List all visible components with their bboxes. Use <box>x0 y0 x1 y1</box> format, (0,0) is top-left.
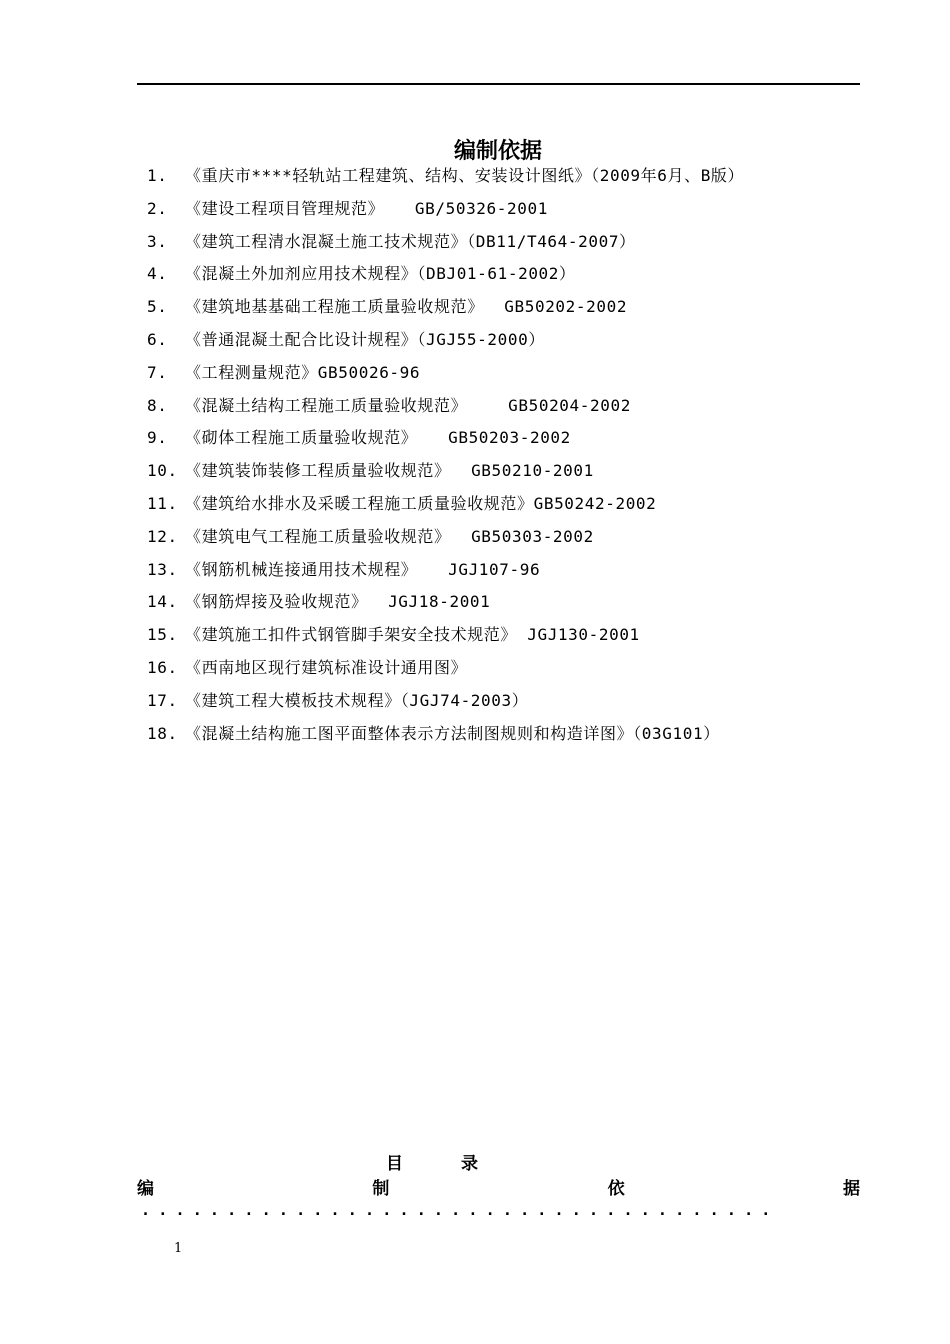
reference-text: 《工程测量规范》GB50026-96 <box>185 362 421 382</box>
reference-number: 18. <box>147 723 178 743</box>
reference-number: 11. <box>147 493 178 513</box>
reference-number: 4. <box>147 264 168 284</box>
reference-text: 《建筑装饰装修工程质量验收规范》 GB50210-2001 <box>185 461 594 481</box>
reference-item <box>147 258 907 291</box>
reference-text: 《钢筋焊接及验收规范》 JGJ18-2001 <box>185 592 491 612</box>
reference-text: 《建筑给水排水及采暖工程施工质量验收规范》GB50242-2002 <box>185 493 657 513</box>
header-rule <box>137 83 860 85</box>
reference-number: 5. <box>147 297 168 317</box>
page-number: 1 <box>174 1241 183 1256</box>
reference-text: 《普通混凝土配合比设计规程》（JGJ55-2000） <box>185 329 545 349</box>
reference-item <box>147 685 907 718</box>
reference-item <box>147 160 907 193</box>
reference-number: 12. <box>147 526 178 546</box>
reference-number: 17. <box>147 690 178 710</box>
document-title: 编制依据 <box>453 138 542 164</box>
reference-text: 《建筑施工扣件式钢管脚手架安全技术规范》 JGJ130-2001 <box>185 625 640 645</box>
reference-number: 8. <box>147 395 168 415</box>
reference-number: 16. <box>147 657 178 677</box>
reference-text: 《混凝土结构施工图平面整体表示方法制图规则和构造详图》（03G101） <box>185 723 720 743</box>
reference-text: 《建设工程项目管理规范》 GB/50326-2001 <box>185 198 548 218</box>
reference-list <box>147 160 907 750</box>
reference-number: 3. <box>147 231 168 251</box>
reference-number: 1. <box>147 166 168 185</box>
reference-text: 《重庆市****轻轨站工程建筑、结构、安装设计图纸》（2009年6月、B版） <box>185 166 745 185</box>
reference-number: 13. <box>147 559 178 579</box>
reference-item <box>147 357 907 390</box>
reference-number: 10. <box>147 461 178 481</box>
reference-text: 《建筑地基基础工程施工质量验收规范》 GB50202-2002 <box>185 297 628 317</box>
reference-text: 《混凝土结构工程施工质量验收规范》 GB50204-2002 <box>185 395 631 415</box>
reference-text: 《建筑电气工程施工质量验收规范》 GB50303-2002 <box>185 526 594 546</box>
reference-item <box>147 521 907 554</box>
reference-item <box>147 226 907 259</box>
toc-entry-char: 依 <box>607 1179 625 1199</box>
reference-text: 《砌体工程施工质量验收规范》 GB50203-2002 <box>185 428 571 448</box>
reference-item <box>147 619 907 652</box>
reference-text: 《钢筋机械连接通用技术规程》 JGJ107-96 <box>185 559 541 579</box>
reference-item <box>147 488 907 521</box>
reference-item <box>147 193 907 226</box>
toc-dot-leader: ..................................... <box>141 1201 779 1219</box>
reference-item <box>147 455 907 488</box>
reference-item <box>147 291 907 324</box>
toc-entry-char: 据 <box>842 1179 860 1199</box>
reference-item <box>147 718 907 751</box>
reference-number: 6. <box>147 329 168 349</box>
reference-text: 《混凝土外加剂应用技术规程》（DBJ01-61-2002） <box>185 264 576 284</box>
reference-number: 2. <box>147 198 168 218</box>
toc-entry-char: 编 <box>137 1179 154 1199</box>
reference-number: 14. <box>147 592 178 612</box>
reference-item <box>147 586 907 619</box>
reference-text: 《建筑工程大模板技术规程》（JGJ74-2003） <box>185 690 529 710</box>
reference-number: 9. <box>147 428 168 448</box>
reference-number: 7. <box>147 362 168 382</box>
toc-entry[interactable] <box>137 1176 860 1202</box>
toc-heading: 目录 <box>386 1154 536 1174</box>
reference-text: 《西南地区现行建筑标准设计通用图》 <box>185 657 468 677</box>
reference-item <box>147 422 907 455</box>
reference-text: 《建筑工程清水混凝土施工技术规范》（DB11/T464-2007） <box>185 231 636 251</box>
reference-item <box>147 652 907 685</box>
reference-item <box>147 554 907 587</box>
reference-item <box>147 324 907 357</box>
reference-item <box>147 390 907 423</box>
reference-number: 15. <box>147 625 178 645</box>
toc-entry-char: 制 <box>372 1179 390 1199</box>
